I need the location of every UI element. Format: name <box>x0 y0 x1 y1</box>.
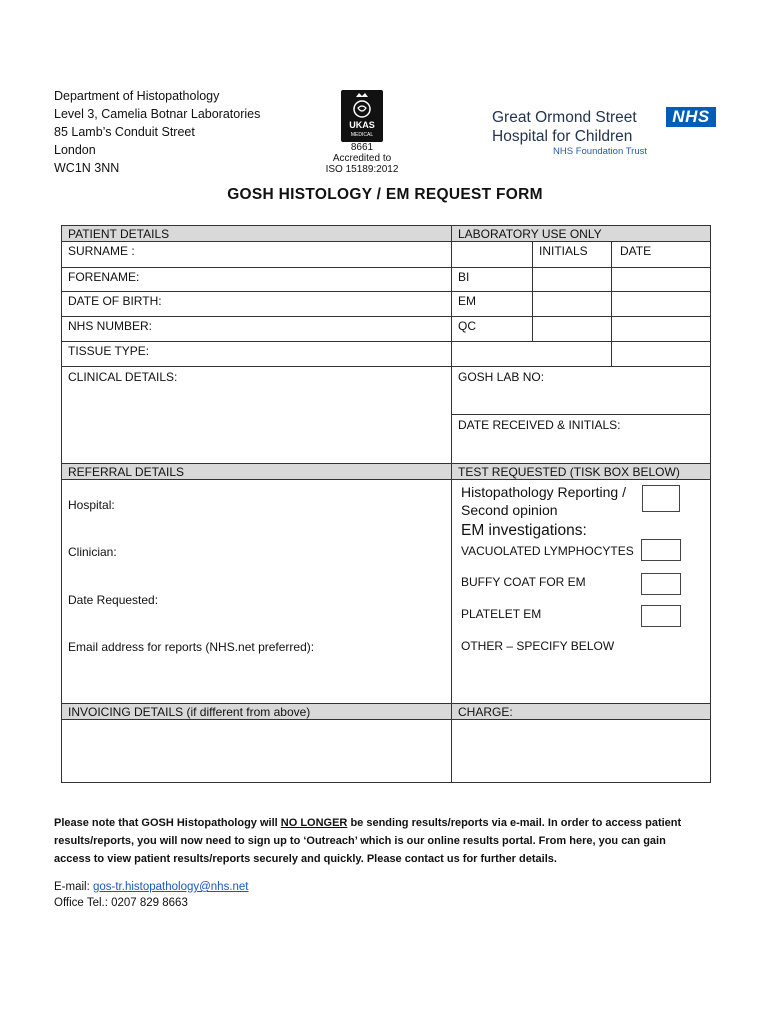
vacuolated-lymphocytes-label: VACUOLATED LYMPHOCYTES <box>461 544 634 558</box>
tests-requested-header: TEST REQUESTED (TISK BOX BELOW) <box>458 465 680 479</box>
hospital-name-line: Great Ormond Street <box>492 109 637 126</box>
address-line: WC1N 3NN <box>54 161 120 175</box>
vacuolated-lymphocytes-checkbox[interactable] <box>641 539 681 561</box>
ukas-number: 8661 <box>350 142 374 153</box>
buffy-coat-checkbox[interactable] <box>641 573 681 595</box>
accredited-to: Accredited to <box>332 153 392 164</box>
clinician-label: Clinician: <box>68 545 117 559</box>
contact-details <box>54 879 249 911</box>
email-label: E-mail: <box>54 881 93 893</box>
charge-label: CHARGE: <box>458 705 513 719</box>
hospital-label: Hospital: <box>68 498 115 512</box>
forename-label: FORENAME: <box>68 270 140 284</box>
address-line: Department of Histopathology <box>54 89 220 103</box>
form-title: GOSH HISTOLOGY / EM REQUEST FORM <box>227 186 543 203</box>
buffy-coat-label: BUFFY COAT FOR EM <box>461 575 586 589</box>
lab-no-label: GOSH LAB NO: <box>458 370 545 384</box>
hospital-name-line: Hospital for Children <box>492 128 633 145</box>
platelet-em-label: PLATELET EM <box>461 607 542 621</box>
date-received-label: DATE RECEIVED & INITIALS: <box>458 418 621 432</box>
email-line <box>54 879 249 895</box>
email-link[interactable]: gos-tr.histopathology@nhs.net <box>92 881 249 893</box>
nhs-number-label: NHS NUMBER: <box>68 319 153 333</box>
referral-details-header: REFERRAL DETAILS <box>68 465 185 479</box>
clinical-details-label: CLINICAL DETAILS: <box>68 370 178 384</box>
initials-column-header: INITIALS <box>539 244 588 258</box>
date-requested-label: Date Requested: <box>68 593 159 607</box>
ukas-badge-text: UKAS <box>349 120 375 130</box>
nhs-logo: NHS <box>666 107 716 127</box>
histopathology-reporting-label: Histopathology Reporting / <box>461 484 626 500</box>
surname-label: SURNAME : <box>68 244 135 258</box>
address-line: London <box>54 143 96 157</box>
lab-row-em: EM <box>458 294 476 308</box>
lab-use-header: LABORATORY USE ONLY <box>458 227 602 241</box>
lab-row-bi: BI <box>458 270 470 284</box>
em-investigations-title: EM investigations: <box>461 522 587 539</box>
nhs-trust-label: NHS Foundation Trust <box>553 146 647 157</box>
dob-label: DATE OF BIRTH: <box>68 294 162 308</box>
second-opinion-label: Second opinion <box>461 502 558 518</box>
address-line: Level 3, Camelia Botnar Laboratories <box>54 107 261 121</box>
notice-text-end: be sending results/reports via e-mail. In order to access patient results/reports, you will now need to sign up to ‘Outreach’ which is our online results portal. From here, you can gain access to view patient results/reports securely and quickly. Please contact us for further details. <box>54 817 682 865</box>
iso-standard: ISO 15189:2012 <box>325 164 399 175</box>
date-column-header: DATE <box>620 244 652 258</box>
tissue-type-label: TISSUE TYPE: <box>68 344 150 358</box>
histopathology-checkbox[interactable] <box>642 485 680 512</box>
platelet-em-checkbox[interactable] <box>641 605 681 627</box>
other-specify-label: OTHER – SPECIFY BELOW <box>461 639 615 653</box>
patient-details-header: PATIENT DETAILS <box>68 227 170 241</box>
address-line: 85 Lamb’s Conduit Street <box>54 125 195 139</box>
lab-row-qc: QC <box>458 319 476 333</box>
outreach-notice <box>54 814 694 868</box>
ukas-badge-subtext: MEDICAL <box>350 132 374 138</box>
notice-emphasis: NO LONGER <box>280 817 348 829</box>
email-address-label: Email address for reports (NHS.net preferred): <box>68 640 315 654</box>
notice-text-start: Please note that GOSH Histopathology will <box>54 817 281 829</box>
invoicing-details-header: INVOICING DETAILS (if different from above) <box>68 705 311 719</box>
office-tel: Office Tel.: 0207 829 8663 <box>54 897 188 909</box>
